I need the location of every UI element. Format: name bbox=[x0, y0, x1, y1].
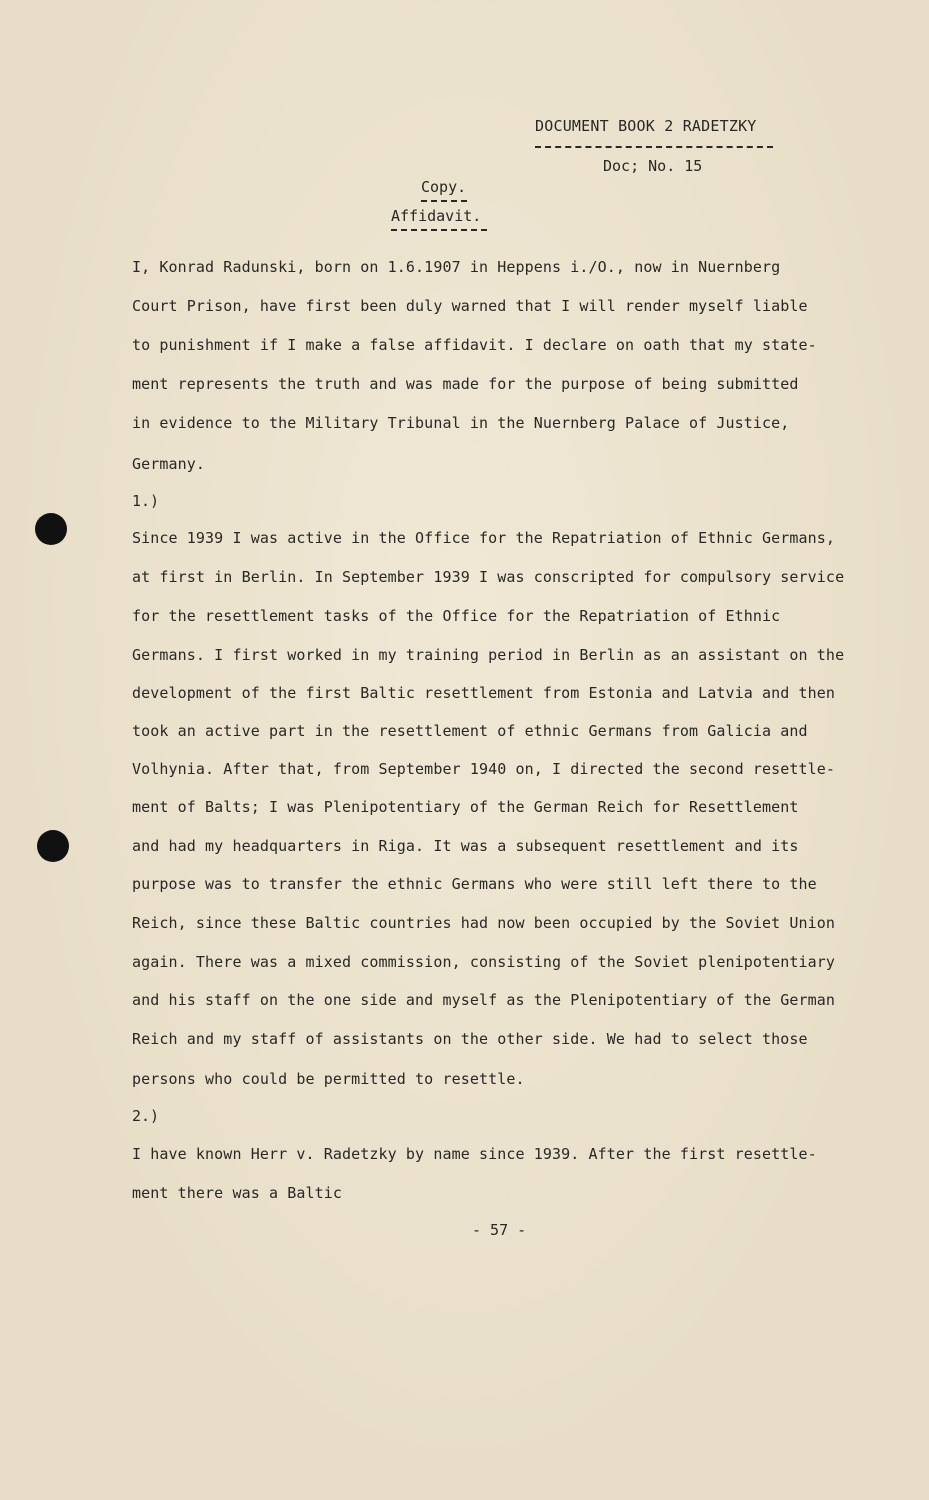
header-underline bbox=[535, 146, 773, 148]
affidavit-heading: Affidavit. bbox=[391, 207, 482, 225]
body-line: Reich, since these Baltic countries had now been occupied by the Soviet Union bbox=[132, 914, 836, 932]
punch-hole bbox=[37, 830, 69, 862]
copy-underline bbox=[421, 200, 467, 202]
body-line: I have known Herr v. Radetzky by name since 1939. After the first resettle- bbox=[132, 1145, 817, 1163]
body-line: Germany. bbox=[132, 455, 206, 473]
body-line: Germans. I first worked in my training period in Berlin as an assistant on the bbox=[132, 646, 845, 664]
section-number: 1.) bbox=[132, 492, 160, 510]
body-line: Reich and my staff of assistants on the other side. We had to select those bbox=[132, 1030, 808, 1048]
body-line: purpose was to transfer the ethnic Germans who were still left there to the bbox=[132, 875, 817, 893]
body-line: Court Prison, have first been duly warned that I will render myself liable bbox=[132, 297, 808, 315]
copy-heading: Copy. bbox=[421, 178, 467, 196]
body-line: and had my headquarters in Riga. It was a subsequent resettlement and its bbox=[132, 837, 799, 855]
body-line: at first in Berlin. In September 1939 I was conscripted for compulsory service bbox=[132, 568, 845, 586]
affidavit-underline bbox=[391, 229, 487, 231]
section-number: 2.) bbox=[132, 1107, 160, 1125]
body-line: to punishment if I make a false affidavit. I declare on oath that my state- bbox=[132, 336, 817, 354]
body-line: persons who could be permitted to resettle. bbox=[132, 1070, 525, 1088]
page-number: - 57 - bbox=[472, 1221, 527, 1239]
body-line: ment of Balts; I was Plenipotentiary of the German Reich for Resettlement bbox=[132, 798, 799, 816]
body-line: for the resettlement tasks of the Office for the Repatriation of Ethnic bbox=[132, 607, 781, 625]
body-line: Since 1939 I was active in the Office for the Repatriation of Ethnic Germans, bbox=[132, 529, 836, 547]
body-line: and his staff on the one side and myself as the Plenipotentiary of the German bbox=[132, 991, 836, 1009]
body-line: Volhynia. After that, from September 1940 on, I directed the second resettle- bbox=[132, 760, 836, 778]
document-book-title: DOCUMENT BOOK 2 RADETZKY bbox=[535, 117, 757, 135]
body-line: took an active part in the resettlement of ethnic Germans from Galicia and bbox=[132, 722, 808, 740]
body-line: I, Konrad Radunski, born on 1.6.1907 in Heppens i./O., now in Nuernberg bbox=[132, 258, 781, 276]
punch-hole bbox=[35, 513, 67, 545]
document-number: Doc; No. 15 bbox=[603, 157, 703, 175]
body-line: ment there was a Baltic bbox=[132, 1184, 343, 1202]
body-line: again. There was a mixed commission, consisting of the Soviet plenipotentiary bbox=[132, 953, 836, 971]
body-line: development of the first Baltic resettlement from Estonia and Latvia and then bbox=[132, 684, 836, 702]
body-line: ment represents the truth and was made for the purpose of being submitted bbox=[132, 375, 799, 393]
body-line: in evidence to the Military Tribunal in the Nuernberg Palace of Justice, bbox=[132, 414, 790, 432]
